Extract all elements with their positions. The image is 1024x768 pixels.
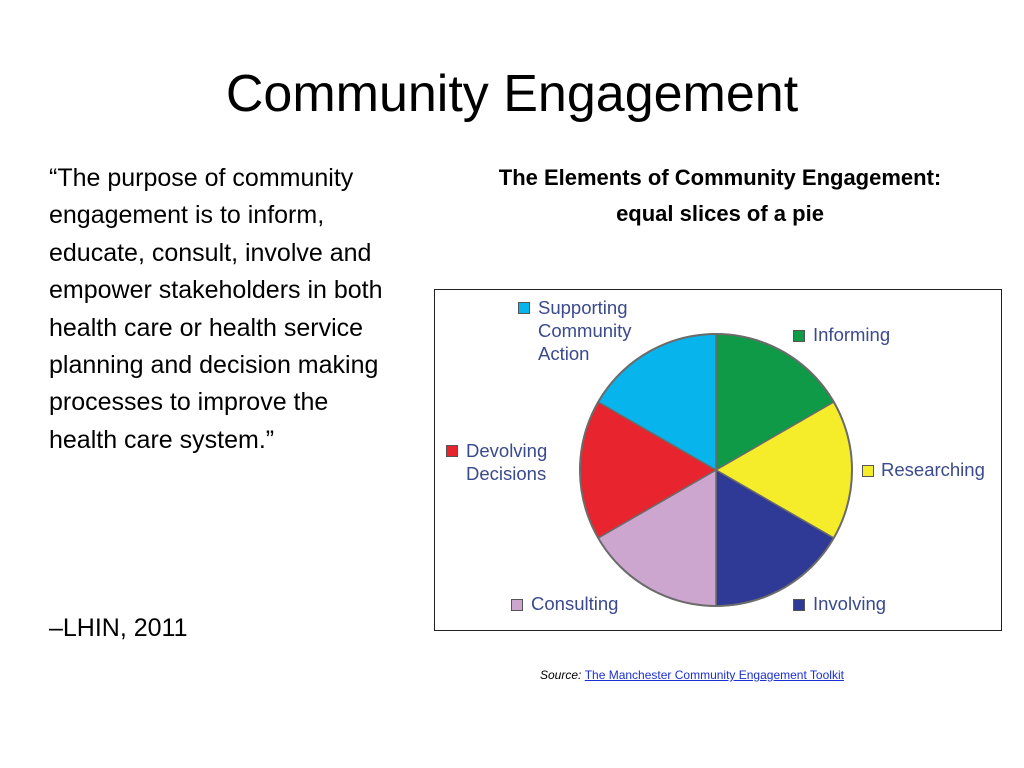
legend-label-line: Community [538,320,632,341]
legend-label-line: Decisions [466,463,547,484]
slide-title: Community Engagement [225,65,799,123]
legend-swatch-supporting-community-action [518,302,530,314]
quote-attribution: –LHIN, 2011 [49,614,188,642]
legend-label-involving [813,592,886,615]
legend-label-researching [881,458,985,481]
legend-label-line: Action [538,343,590,364]
legend-label-line: Informing [813,324,891,345]
legend-label-line: Devolving [466,440,548,461]
legend-swatch-informing [793,330,805,342]
legend-swatch-researching [862,465,874,477]
legend-label-devolving-decisions [466,439,547,485]
legend-swatch-devolving-decisions [446,445,458,457]
legend-swatch-consulting [511,599,523,611]
quote-text: “The purpose of community engagement is to inform, educate, consult, involve and empower stakeholders in both health care or health service planning and decision making processes to improve the health care system.” [49,164,383,454]
legend-label-line: Consulting [531,593,619,614]
source-prefix: Source: [540,668,585,682]
source-citation [540,668,844,682]
legend-label-line: Researching [881,459,985,480]
legend-label-line: Involving [813,593,887,614]
legend-label-line: Supporting [538,297,628,318]
legend-label-informing [813,323,890,346]
chart-title: The Elements of Community Engagement: equal slices of a pie [498,165,942,226]
pie-chart-frame [434,289,1002,631]
legend-swatch-involving [793,599,805,611]
legend-label-supporting-community-action [538,296,632,365]
source-link[interactable]: The Manchester Community Engagement Toolkit [584,668,844,682]
legend-label-consulting [531,592,618,615]
